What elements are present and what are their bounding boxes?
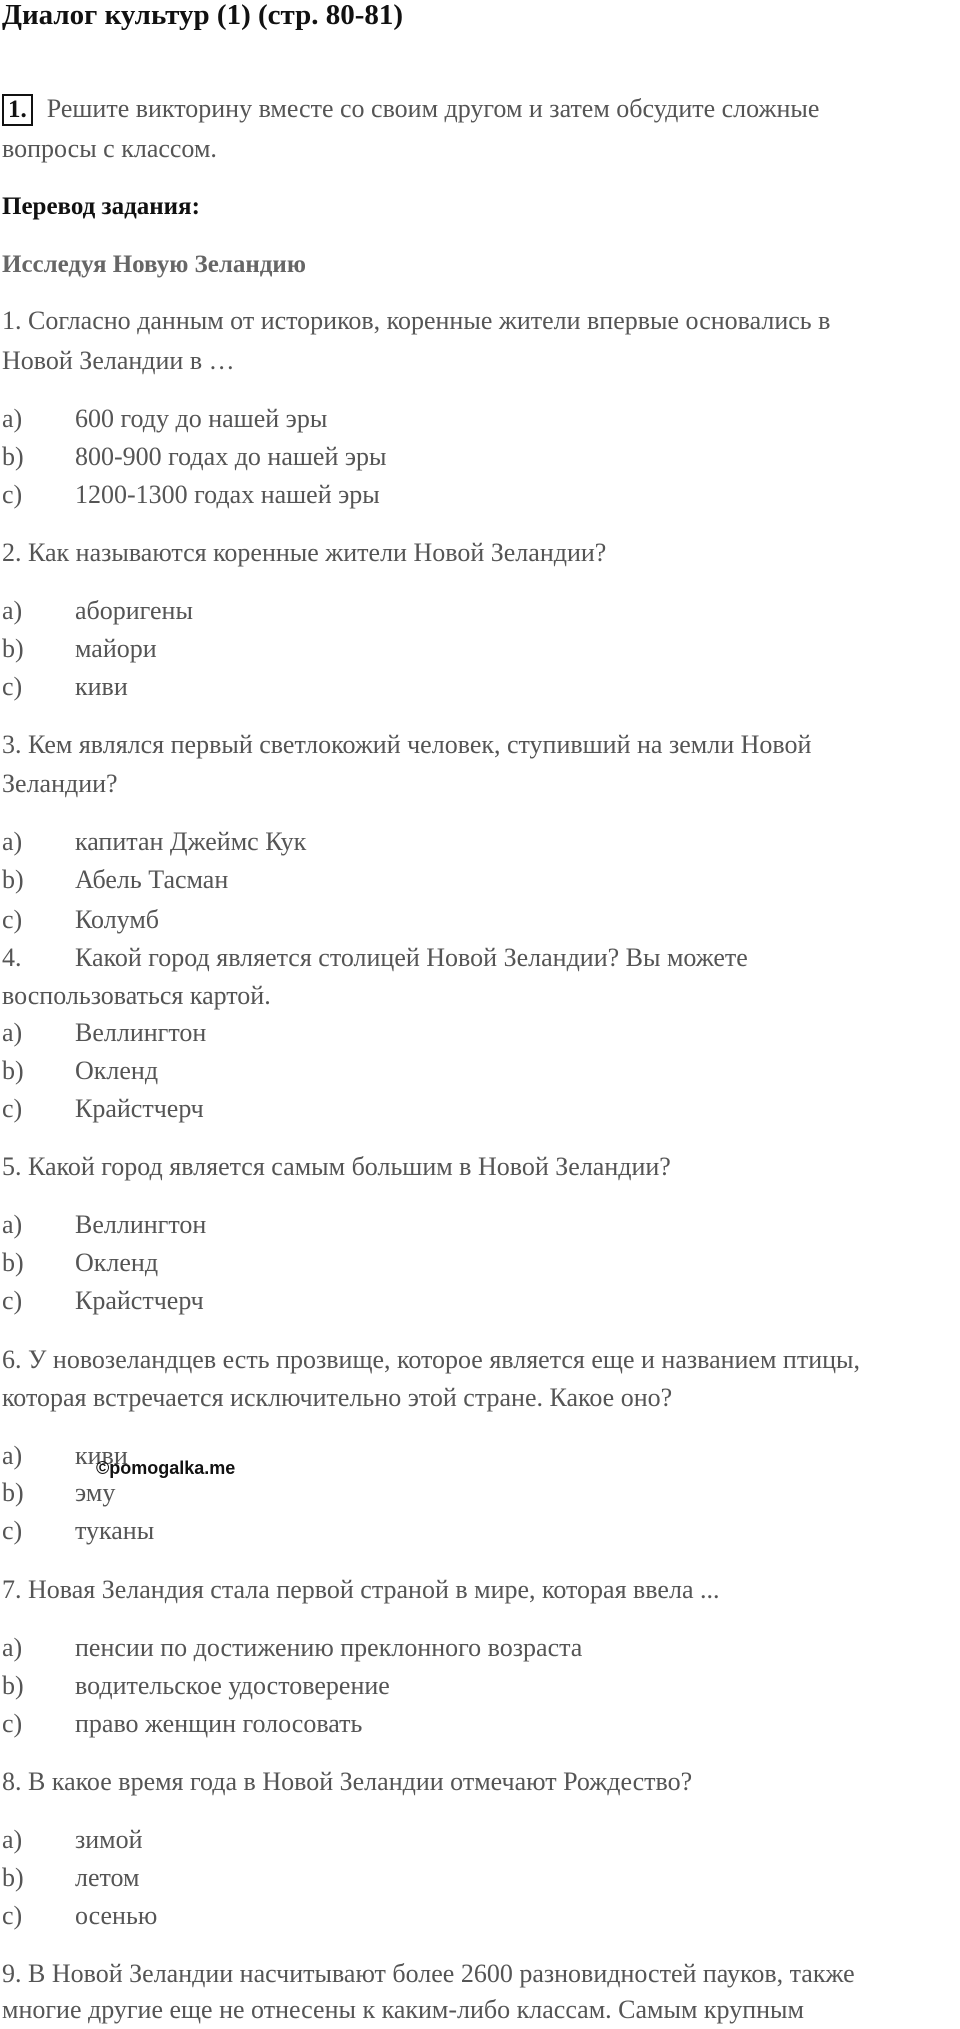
option-letter: a) (2, 1633, 23, 1662)
task-line-1 (2, 90, 819, 128)
option-letter: a) (2, 404, 23, 433)
option-text: туканы (75, 1516, 155, 1545)
option-text: капитан Джеймс Кук (75, 827, 307, 856)
option-letter: c) (2, 480, 23, 509)
option-text: 800-900 годах до нашей эры (75, 442, 387, 471)
option-letter: b) (2, 1248, 24, 1277)
question-5-option-a (2, 1206, 206, 1244)
option-text: Колумб (75, 905, 160, 934)
question-5-option-b (2, 1244, 158, 1282)
question-4-line-2: воспользоваться картой. (2, 981, 271, 1010)
watermark: ©pomogalka.me (96, 1458, 236, 1478)
option-letter: b) (2, 634, 24, 663)
question-7-option-a (2, 1629, 582, 1667)
question-3-line-2: Зеландии? (2, 769, 118, 798)
question-8-option-a (2, 1821, 143, 1859)
option-text: зимой (75, 1825, 143, 1854)
option-letter: a) (2, 1825, 23, 1854)
question-4-line-1 (2, 939, 748, 977)
question-6-option-b (2, 1474, 115, 1512)
option-text: киви (75, 1441, 128, 1470)
question-4-option-c (2, 1090, 204, 1128)
option-letter: c) (2, 1516, 23, 1545)
option-text: Крайстчерч (75, 1286, 204, 1315)
question-9-line-2: многие другие еще не отнесены к каким-либо классам. Самым крупным (2, 1995, 804, 2024)
option-letter: a) (2, 827, 23, 856)
question-8-option-c (2, 1897, 157, 1935)
question-6-line-2: которая встречается исключительно этой стране. Какое оно? (2, 1383, 673, 1412)
question-7-option-c (2, 1705, 362, 1743)
question-2-option-c (2, 668, 128, 706)
question-1-option-b (2, 438, 386, 476)
option-letter: b) (2, 442, 24, 471)
question-6-line-1: 6. У новозеландцев есть прозвище, которое является еще и названием птицы, (2, 1345, 860, 1374)
question-6-option-c (2, 1512, 154, 1550)
question-7-line-1: 7. Новая Зеландия стала первой страной в мире, которая ввела ... (2, 1575, 720, 1604)
question-2-option-b (2, 630, 157, 668)
option-text: водительское удостоверение (75, 1671, 390, 1700)
option-text: право женщин голосовать (75, 1709, 363, 1738)
option-text: 1200-1300 годах нашей эры (75, 480, 380, 509)
option-letter: a) (2, 1441, 23, 1470)
option-letter: b) (2, 1478, 24, 1507)
question-2-option-a (2, 592, 193, 630)
option-text: Веллингтон (75, 1018, 207, 1047)
option-letter: a) (2, 1210, 23, 1239)
option-text: киви (75, 672, 128, 701)
option-letter: c) (2, 1901, 23, 1930)
option-letter: b) (2, 865, 24, 894)
option-text: Абель Тасман (75, 865, 229, 894)
question-4-option-a (2, 1014, 206, 1052)
option-text: Веллингтон (75, 1210, 207, 1239)
question-2-line-1: 2. Как называются коренные жители Новой Зеландии? (2, 538, 607, 567)
option-text: 600 году до нашей эры (75, 404, 328, 433)
option-text: Крайстчерч (75, 1094, 204, 1123)
translation-heading: Перевод задания: (2, 193, 200, 220)
question-7-option-b (2, 1667, 390, 1705)
question-1-option-c (2, 476, 380, 514)
option-letter: b) (2, 1056, 24, 1085)
option-text: майори (75, 634, 157, 663)
option-text: осенью (75, 1901, 158, 1930)
page-title: Диалог культур (1) (стр. 80-81) (2, 0, 404, 31)
question-3-line-1: 3. Кем являлся первый светлокожий человек, ступивший на земли Новой (2, 730, 812, 759)
option-letter: c) (2, 1094, 23, 1123)
option-text: эму (75, 1478, 116, 1507)
task-text-line-2: вопросы с классом. (2, 134, 217, 163)
option-text: Окленд (75, 1056, 159, 1085)
option-letter: c) (2, 1286, 23, 1315)
question-1-line-2: Новой Зеландии в … (2, 346, 235, 375)
option-text: аборигены (75, 596, 193, 625)
option-text: Окленд (75, 1248, 159, 1277)
task-number-badge: 1. (2, 94, 33, 126)
question-5-line-1: 5. Какой город является самым большим в Новой Зеландии? (2, 1152, 671, 1181)
option-letter: a) (2, 596, 23, 625)
question-9-line-1: 9. В Новой Зеландии насчитывают более 2600 разновидностей пауков, также (2, 1959, 855, 1988)
option-letter: b) (2, 1863, 24, 1892)
option-letter: c) (2, 1709, 23, 1738)
question-1-line-1: 1. Согласно данным от историков, коренные жители впервые основались в (2, 306, 831, 335)
question-8-option-b (2, 1859, 140, 1897)
question-4-text: Какой город является столицей Новой Зеландии? Вы можете (75, 943, 748, 972)
section-subheading: Исследуя Новую Зеландию (2, 251, 306, 278)
option-letter: b) (2, 1671, 24, 1700)
option-text: летом (75, 1863, 140, 1892)
question-1-option-a (2, 400, 327, 438)
option-text: пенсии по достижению преклонного возраста (75, 1633, 583, 1662)
option-letter: a) (2, 1018, 23, 1047)
question-3-option-a (2, 823, 306, 861)
question-3-option-b (2, 861, 228, 899)
question-4-number: 4. (2, 943, 22, 972)
question-5-option-c (2, 1282, 204, 1320)
task-text-line-1: Решите викторину вместе со своим другом и затем обсудите сложные (46, 94, 820, 123)
question-8-line-1: 8. В какое время года в Новой Зеландии отмечают Рождество? (2, 1767, 693, 1796)
option-letter: c) (2, 672, 23, 701)
question-4-option-b (2, 1052, 158, 1090)
option-letter: c) (2, 905, 23, 934)
question-3-option-c (2, 901, 159, 939)
